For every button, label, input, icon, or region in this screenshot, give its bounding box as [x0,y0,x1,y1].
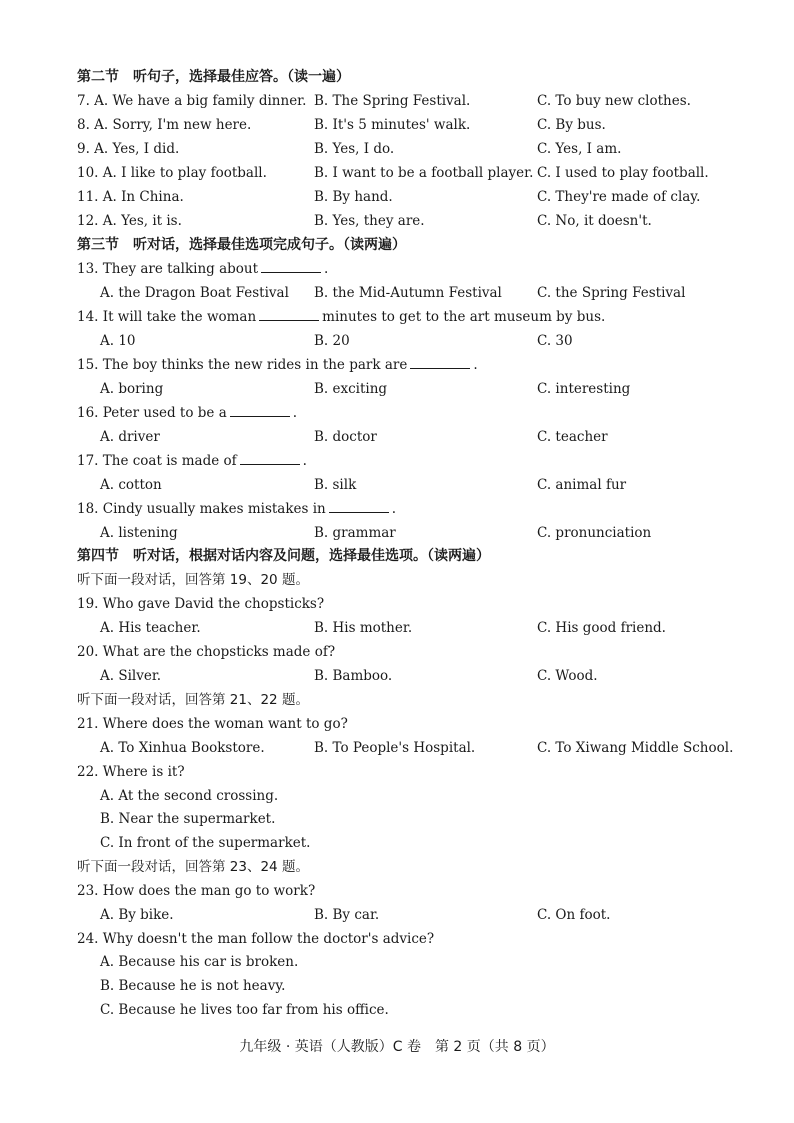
option-b: B. doctor [314,429,377,445]
option-a: A. listening [100,525,178,541]
option-c: C. animal fur [537,477,627,493]
question-9 [0,138,794,160]
question-13-stem: 13. They are talking about . [0,258,794,280]
question-17-options [0,474,794,496]
question-18-stem: 18. Cindy usually makes mistakes in . [0,498,794,520]
question-16-stem: 16. Peter used to be a . [0,402,794,424]
question-24-stem: 24. Why doesn't the man follow the doctor's advice? [77,931,435,947]
question-14-options [0,330,794,352]
option-a: A. boring [100,381,164,397]
option-c: C. On foot. [537,907,611,923]
question-21-stem: 21. Where does the woman want to go? [77,716,348,732]
option-c: C. the Spring Festival [537,285,686,301]
option-a: 12. A. Yes, it is. [77,213,182,229]
option-a: A. the Dragon Boat Festival [100,285,289,301]
question-12 [0,210,794,232]
option-a: A. 10 [100,333,136,349]
section-heading: 第二节 听句子，选择最佳应答。（读一遍） [77,69,350,85]
question-22-stem: 22. Where is it? [77,764,185,780]
option-b: B. By car. [314,907,380,923]
option-c: C. pronunciation [537,525,652,541]
answer-blank [259,306,319,321]
option-b: B. the Mid-Autumn Festival [314,285,502,301]
option-b: B. grammar [314,525,396,541]
question-21-options [0,737,794,759]
option-a: A. Because his car is broken. [100,954,299,970]
option-b: B. silk [314,477,357,493]
option-b: B. To People's Hospital. [314,740,476,756]
section-heading: 第四节 听对话，根据对话内容及问题，选择最佳选项。（读两遍） [77,548,490,564]
option-a: A. By bike. [100,907,174,923]
question-17-stem: 17. The coat is made of . [0,450,794,472]
option-b: B. Near the supermarket. [100,811,276,827]
question-11 [0,186,794,208]
question-23-stem: 23. How does the man go to work? [77,883,316,899]
answer-blank [329,498,389,513]
question-7 [0,90,794,112]
option-c: C. In front of the supermarket. [100,835,311,851]
answer-blank [410,354,470,369]
option-c: C. His good friend. [537,620,666,636]
listening-instruction: 听下面一段对话，回答第 19、20 题。 [77,572,309,588]
option-c: C. By bus. [537,117,606,133]
option-b: B. I want to be a football player. [314,165,534,181]
option-b: B. Yes, I do. [314,141,395,157]
option-a: 8. A. Sorry, I'm new here. [77,117,252,133]
question-15-options [0,378,794,400]
question-20-stem: 20. What are the chopsticks made of? [77,644,336,660]
option-a: A. Silver. [100,668,162,684]
question-10 [0,162,794,184]
question-15-stem: 15. The boy thinks the new rides in the park are . [0,354,794,376]
page-footer: 九年级 · 英语（人教版）C 卷 第 2 页（共 8 页） [239,1039,555,1055]
question-20-options [0,665,794,687]
option-c: C. Because he lives too far from his office. [100,1002,389,1018]
answer-blank [261,258,321,273]
option-b: B. exciting [314,381,388,397]
option-a: A. His teacher. [100,620,201,636]
answer-blank [230,402,290,417]
option-b: B. It's 5 minutes' walk. [314,117,471,133]
option-b: B. 20 [314,333,350,349]
option-c: C. They're made of clay. [537,189,701,205]
answer-blank [240,450,300,465]
option-c: C. No, it doesn't. [537,213,652,229]
option-c: C. 30 [537,333,573,349]
option-b: B. Bamboo. [314,668,393,684]
question-23-options [0,904,794,926]
option-a: A. cotton [100,477,162,493]
option-b: B. By hand. [314,189,393,205]
option-b: B. Yes, they are. [314,213,425,229]
question-19-stem: 19. Who gave David the chopsticks? [77,596,325,612]
option-c: C. To Xiwang Middle School. [537,740,734,756]
option-b: B. Because he is not heavy. [100,978,286,994]
option-a: 9. A. Yes, I did. [77,141,180,157]
option-b: B. The Spring Festival. [314,93,471,109]
question-18-options [0,522,794,544]
question-14-stem: 14. It will take the woman minutes to get to the art museum by bus. [0,306,794,328]
option-a: A. driver [100,429,160,445]
section-heading: 第三节 听对话，选择最佳选项完成句子。（读两遍） [77,237,406,253]
question-16-options [0,426,794,448]
option-a: 7. A. We have a big family dinner. [77,93,307,109]
option-a: A. To Xinhua Bookstore. [100,740,265,756]
option-c: C. To buy new clothes. [537,93,691,109]
option-c: C. Wood. [537,668,598,684]
question-19-options [0,617,794,639]
listening-instruction: 听下面一段对话，回答第 21、22 题。 [77,692,309,708]
question-8 [0,114,794,136]
listening-instruction: 听下面一段对话，回答第 23、24 题。 [77,859,309,875]
question-13-options [0,282,794,304]
option-c: C. teacher [537,429,608,445]
option-c: C. Yes, I am. [537,141,622,157]
option-b: B. His mother. [314,620,413,636]
option-c: C. interesting [537,381,631,397]
option-c: C. I used to play football. [537,165,709,181]
option-a: 10. A. I like to play football. [77,165,267,181]
option-a: 11. A. In China. [77,189,184,205]
option-a: A. At the second crossing. [100,788,279,804]
